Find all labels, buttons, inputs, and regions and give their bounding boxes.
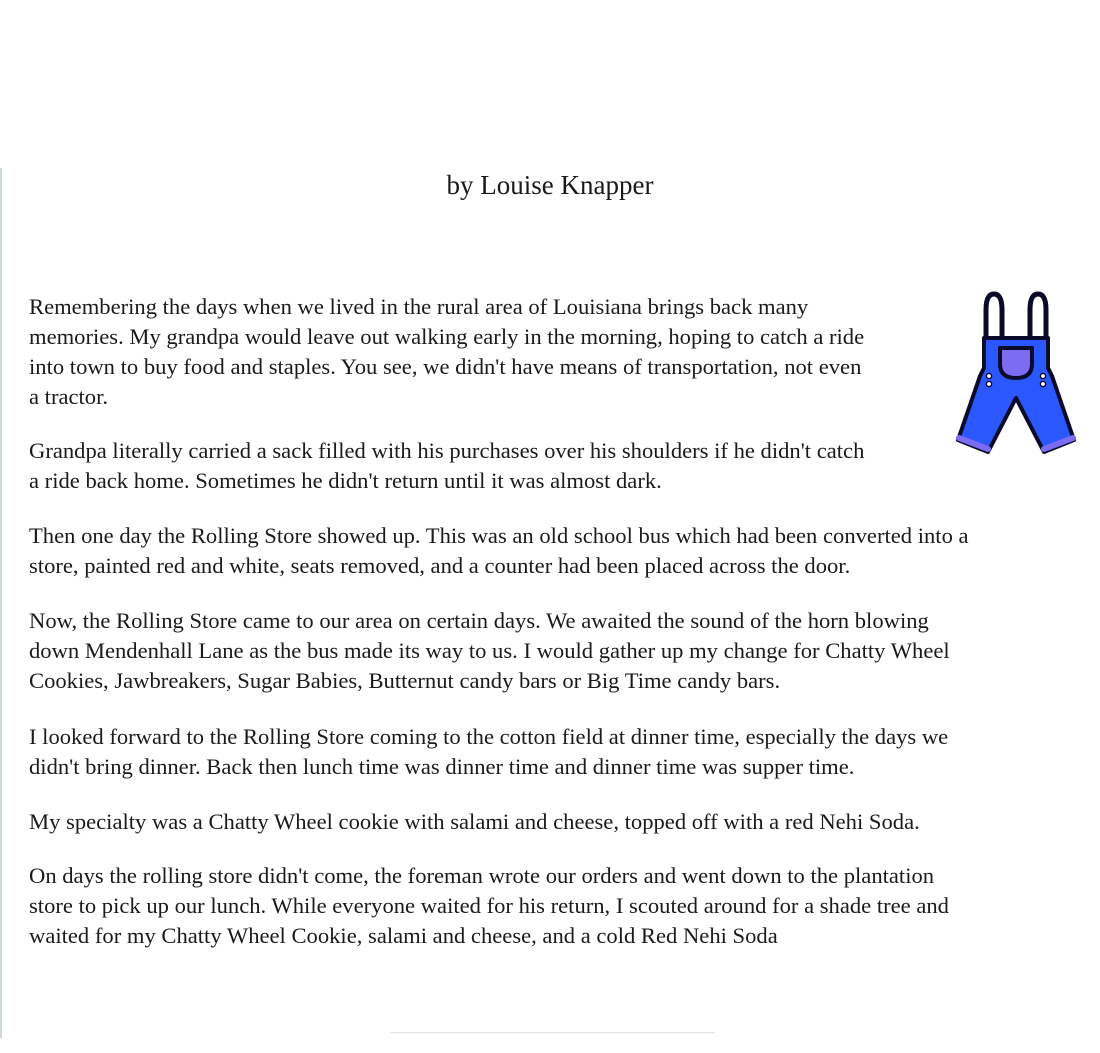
page-left-edge xyxy=(0,168,2,1038)
text-line: down Mendenhall Lane as the bus made its way to us. I would gather up my change for Chatty Wheel xyxy=(29,638,950,663)
paragraph-3 xyxy=(29,521,969,581)
text-line: My specialty was a Chatty Wheel cookie with salami and cheese, topped off with a red Nehi Soda. xyxy=(29,809,920,834)
paragraph-5 xyxy=(29,722,948,782)
text-line: Then one day the Rolling Store showed up. This was an old school bus which had been converted into a xyxy=(29,523,969,548)
paragraph-7 xyxy=(29,861,949,951)
text-line: Grandpa literally carried a sack filled with his purchases over his shoulders if he didn't catch xyxy=(29,438,865,463)
text-line: a tractor. xyxy=(29,384,109,409)
paragraph-2 xyxy=(29,436,864,496)
text-line: On days the rolling store didn't come, the foreman wrote our orders and went down to the plantation xyxy=(29,863,935,888)
text-line: I looked forward to the Rolling Store coming to the cotton field at dinner time, especially the days we xyxy=(29,724,949,749)
text-line: Cookies, Jawbreakers, Sugar Babies, Butternut candy bars or Big Time candy bars. xyxy=(29,668,781,693)
text-line: memories. My grandpa would leave out walking early in the morning, hoping to catch a ride xyxy=(29,324,865,349)
text-line: a ride back home. Sometimes he didn't return until it was almost dark. xyxy=(29,468,662,493)
text-line: Remembering the days when we lived in the rural area of Louisiana brings back many xyxy=(29,294,809,319)
text-line: waited for my Chatty Wheel Cookie, salami and cheese, and a cold Red Nehi Soda xyxy=(29,923,778,948)
overalls-icon xyxy=(956,290,1076,462)
bottom-divider xyxy=(390,1032,715,1033)
text-line: store, painted red and white, seats removed, and a counter had been placed across the door. xyxy=(29,553,851,578)
paragraph-6 xyxy=(29,807,920,837)
text-line: store to pick up our lunch. While everyone waited for his return, I scouted around for a shade tree and xyxy=(29,893,949,918)
text-line: Now, the Rolling Store came to our area on certain days. We awaited the sound of the horn blowing xyxy=(29,608,929,633)
paragraph-1 xyxy=(29,292,864,412)
paragraph-4 xyxy=(29,606,950,696)
text-line: didn't bring dinner. Back then lunch time was dinner time and dinner time was supper time. xyxy=(29,754,855,779)
byline: by Louise Knapper xyxy=(446,170,654,200)
text-line: into town to buy food and staples. You see, we didn't have means of transportation, not even xyxy=(29,354,862,379)
